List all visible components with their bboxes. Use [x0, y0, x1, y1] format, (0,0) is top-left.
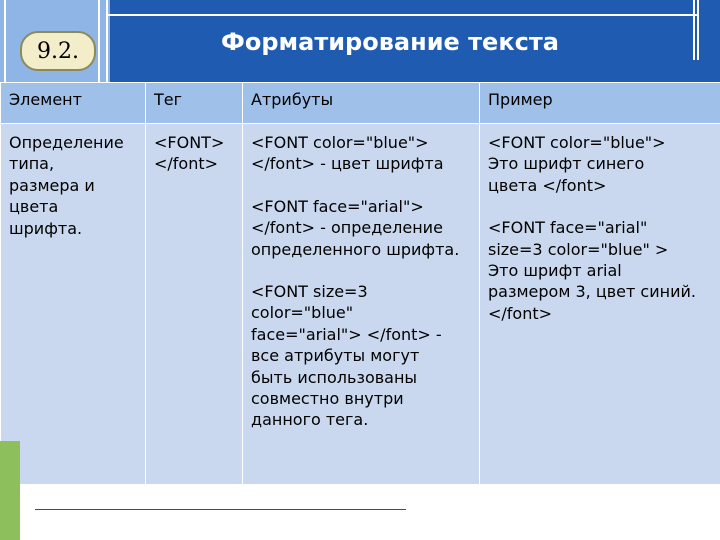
- header-tag: Тег: [146, 83, 243, 124]
- attribute-face: <FONT face="arial"> </font> - определение определенного шрифта.: [251, 196, 460, 259]
- cell-attributes: [243, 124, 480, 485]
- footer-line: [35, 509, 406, 510]
- cell-element: Определение типа, размера и цвета шрифта.: [1, 124, 146, 485]
- table-row: [1, 124, 720, 485]
- slide-title: Форматирование текста: [221, 28, 559, 56]
- header-vertical-line: [106, 0, 108, 82]
- header-element: Элемент: [1, 83, 146, 124]
- left-accent-bar: [0, 441, 20, 540]
- slide-number-badge: [20, 31, 96, 71]
- table-header-row: [1, 83, 720, 124]
- slide-number: 9.2.: [37, 38, 79, 64]
- example-combined: <FONT face="arial" size=3 color="blue" > Это шрифт arial размером 3, цвет синий. </font>: [488, 218, 696, 323]
- attribute-color: <FONT color="blue"> </font> - цвет шрифта: [251, 133, 444, 174]
- header-attributes: Атрибуты: [243, 83, 480, 124]
- cell-example: [480, 124, 720, 485]
- attribute-combined: <FONT size=3 color="blue" face="arial"> </font> - все атрибуты могут быть использованы совместно внутри данного тега.: [251, 282, 442, 430]
- header-horizontal-line: [108, 14, 698, 16]
- cell-tag: <FONT> </font>: [146, 124, 243, 485]
- header-right-lines: [693, 0, 699, 60]
- font-tag-table: [0, 82, 720, 485]
- example-color: <FONT color="blue"> Это шрифт синего цвета </font>: [488, 133, 666, 195]
- header-example: Пример: [480, 83, 720, 124]
